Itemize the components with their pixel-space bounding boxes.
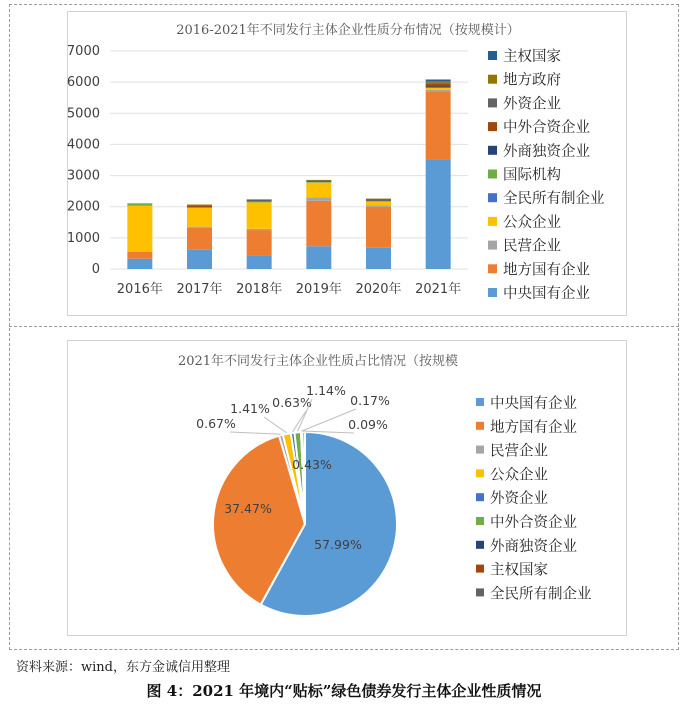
legend-swatch [476, 469, 484, 477]
legend-label: 全民所有制企业 [503, 191, 605, 208]
legend-swatch [476, 398, 484, 406]
legend-label: 外资企业 [503, 96, 561, 113]
bar-segment [127, 252, 152, 259]
bar-segment [306, 183, 331, 198]
leader-line [230, 432, 281, 434]
bar-segment [426, 91, 451, 159]
data-label: 0.43% [292, 457, 332, 472]
data-label: 1.41% [230, 401, 270, 416]
legend-swatch [476, 446, 484, 454]
bar-segment [426, 84, 451, 87]
pie-chart [68, 341, 628, 637]
bar-segment [187, 205, 212, 207]
legend-swatch [476, 541, 484, 549]
bar-segment [187, 227, 212, 228]
x-tick-label: 2021年 [415, 282, 462, 297]
bar-segment [426, 87, 451, 88]
bar-segment [426, 81, 451, 82]
bar-segment [247, 199, 272, 200]
bar-segment [127, 259, 152, 269]
legend-label: 中央国有企业 [490, 396, 577, 412]
bar-segment [426, 79, 451, 81]
bar-segment [366, 202, 391, 205]
legend-swatch [488, 193, 497, 202]
legend-label: 国际机构 [503, 167, 561, 184]
data-label: 0.63% [272, 395, 312, 410]
bar-segment [247, 202, 272, 203]
leader-line [264, 417, 287, 433]
bar-segment [247, 256, 272, 269]
legend-swatch [488, 98, 497, 107]
y-tick-label: 0 [91, 262, 100, 277]
bar-segment [127, 251, 152, 252]
legend-label: 中央国有企业 [503, 286, 590, 302]
stacked-bar-chart-panel [67, 11, 627, 316]
legend-label: 公众企业 [503, 214, 561, 231]
bar-segment [306, 201, 331, 246]
bar-segment [426, 87, 451, 88]
data-label: 37.47% [224, 501, 272, 516]
pie-chart-panel [67, 340, 627, 636]
bar-segment [247, 202, 272, 228]
legend-swatch [476, 422, 484, 430]
legend-label: 外商独资企业 [503, 143, 590, 160]
bar-segment [366, 207, 391, 248]
chart-title: 2021年不同发行主体企业性质占比情况（按规模 [177, 354, 459, 369]
bar-segment [187, 208, 212, 227]
legend-swatch [488, 288, 497, 297]
stacked-bar-chart [68, 12, 628, 317]
bar-segment [187, 250, 212, 269]
bar-segment [366, 199, 391, 201]
bar-segment [247, 200, 272, 202]
bar-segment [306, 181, 331, 183]
bar-segment [306, 180, 331, 181]
legend-swatch [488, 217, 497, 226]
data-label: 1.14% [306, 383, 346, 398]
legend-swatch [476, 565, 484, 573]
legend-label: 主权国家 [490, 562, 548, 579]
legend-swatch [476, 493, 484, 501]
legend-label: 中外合资企业 [503, 120, 590, 137]
bar-segment [426, 83, 451, 84]
legend-swatch [476, 517, 484, 525]
y-tick-label: 7000 [66, 44, 100, 59]
legend-label: 外商独资企业 [490, 538, 577, 555]
legend-label: 中外合资企业 [490, 515, 577, 531]
source-note: 资料来源：wind，东方金诚信用整理 [16, 660, 230, 675]
bar-segment [127, 206, 152, 251]
legend-label: 主权国家 [503, 49, 561, 65]
legend-swatch [488, 75, 497, 84]
bar-segment [306, 182, 331, 183]
bar-segment [366, 205, 391, 207]
legend-swatch [488, 264, 497, 273]
y-tick-label: 3000 [66, 168, 100, 184]
bar-segment [426, 90, 451, 91]
legend-swatch [488, 146, 497, 155]
data-label: 0.09% [348, 417, 388, 432]
bar-segment [187, 205, 212, 206]
legend-swatch [488, 51, 497, 60]
bar-segment [366, 201, 391, 202]
x-tick-label: 2017年 [176, 282, 223, 297]
legend-label: 全民所有制企业 [490, 586, 592, 603]
y-tick-label: 6000 [66, 75, 100, 91]
figure-divider [9, 326, 679, 327]
x-tick-label: 2016年 [116, 282, 163, 297]
bar-segment [187, 228, 212, 250]
bar-segment [247, 229, 272, 230]
legend-label: 地方国有企业 [503, 262, 590, 279]
bar-segment [306, 246, 331, 269]
data-label: 0.67% [196, 416, 236, 431]
y-tick-label: 4000 [66, 137, 100, 153]
y-tick-label: 5000 [66, 106, 100, 122]
data-label: 57.99% [314, 537, 362, 552]
legend-swatch [488, 122, 497, 131]
bar-segment [366, 199, 391, 200]
data-label: 0.17% [350, 393, 390, 408]
bar-segment [306, 197, 331, 200]
legend-label: 地方政府 [503, 72, 561, 89]
y-tick-label: 1000 [66, 230, 100, 246]
legend-swatch [488, 170, 497, 179]
x-tick-label: 2019年 [295, 282, 342, 297]
y-tick-label: 2000 [66, 199, 100, 215]
bar-segment [127, 203, 152, 205]
bar-segment [247, 230, 272, 256]
figure-caption: 图 4：2021 年境内“贴标”绿色债券发行主体企业性质情况 [146, 682, 542, 700]
legend-label: 民营企业 [503, 238, 561, 255]
legend-label: 公众企业 [490, 467, 548, 484]
bar-segment [187, 207, 212, 208]
legend-label: 民营企业 [490, 443, 548, 460]
legend-swatch [488, 241, 497, 250]
legend-label: 地方国有企业 [490, 419, 577, 436]
bar-segment [426, 159, 451, 269]
legend-label: 外资企业 [490, 491, 548, 508]
legend-swatch [476, 588, 484, 596]
x-tick-label: 2020年 [355, 282, 402, 297]
bar-segment [366, 248, 391, 269]
x-tick-label: 2018年 [236, 282, 283, 297]
chart-title: 2016-2021年不同发行主体企业性质分布情况（按规模计） [176, 23, 520, 38]
